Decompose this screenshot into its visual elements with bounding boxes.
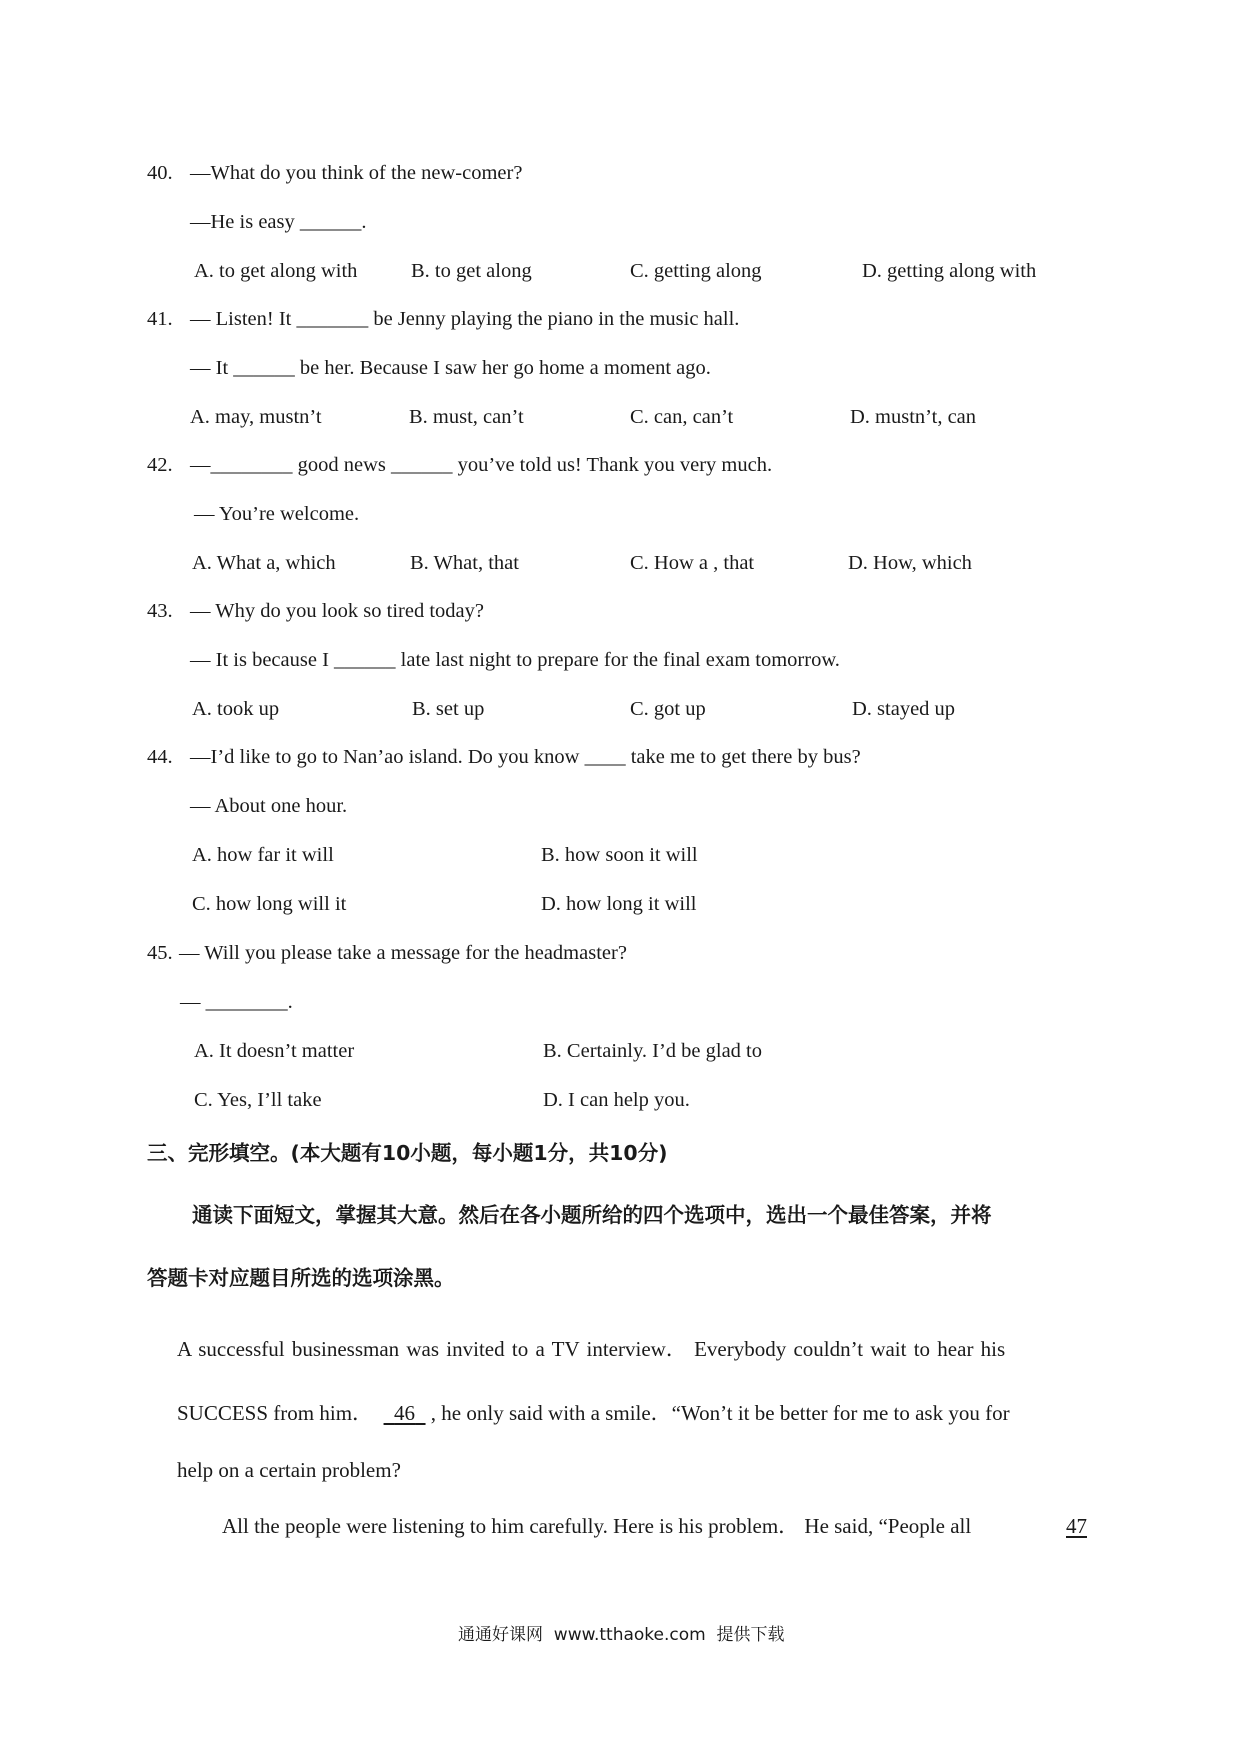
section-instruction-line1: 通读下面短文，掌握其大意。然后在各小题所给的四个选项中，选出一个最佳答案，并将 [192,1203,992,1227]
question-number: 44. [147,746,173,768]
option-a: A. It doesn’t matter [194,1040,355,1062]
option-b: B. must, can’t [409,406,524,428]
passage-line: help on a certain problem? [177,1458,401,1482]
blank-46 [384,1401,426,1425]
question-prompt: —________ good news ______ you’ve told us! Thank you very much. [190,454,773,476]
question-number: 40. [147,162,173,184]
blank-47: 47 [1066,1514,1087,1538]
option-d: D. I can help you. [543,1089,690,1111]
passage-text: SUCCESS from him． [177,1401,379,1425]
question-reply: — About one hour. [190,795,348,817]
question-reply: — It is because I ______ late last night to prepare for the final exam tomorrow. [190,649,840,671]
option-b: B. set up [412,698,485,720]
option-c: C. can, can’t [630,406,734,428]
question-reply: — ________. [180,991,293,1013]
option-a: A. What a, which [192,552,336,574]
option-a: A. may, mustn’t [190,406,322,428]
question-prompt: —I’d like to go to Nan’ao island. Do you know ____ take me to get there by bus? [190,746,861,768]
option-c: C. getting along [630,260,762,282]
passage-line: A successful businessman was invited to a TV interview． Everybody couldn’t wait to hear his [177,1337,1006,1361]
question-prompt: —What do you think of the new-comer? [190,162,523,184]
option-d: D. getting along with [862,260,1037,282]
section-heading: 三、完形填空。(本大题有10小题，每小题1分，共10分) [147,1141,668,1165]
question-number: 42. [147,454,173,476]
passage-line: All the people were listening to him carefully. Here is his problem． He said, “People all [222,1514,972,1538]
question-number: 45. [147,942,173,964]
option-d: D. how long it will [541,893,697,915]
option-a: A. how far it will [192,844,334,866]
option-b: B. Certainly. I’d be glad to [543,1040,762,1062]
question-number: 43. [147,600,173,622]
section-instruction-line2: 答题卡对应题目所选的选项涂黑。 [147,1266,455,1290]
question-reply: — It ______ be her. Because I saw her go home a moment ago. [190,357,711,379]
option-c: C. got up [630,698,706,720]
question-number: 41. [147,308,173,330]
question-prompt: — Listen! It _______ be Jenny playing the piano in the music hall. [190,308,740,330]
question-prompt: — Why do you look so tired today? [190,600,484,622]
passage-line [177,1400,1010,1426]
option-d: D. How, which [848,552,972,574]
page-footer: 通通好课网 www.tthaoke.com 提供下载 [458,1625,785,1645]
passage-text: , he only said with a smile．“Won’t it be better for me to ask you for [425,1401,1010,1425]
option-b: B. how soon it will [541,844,698,866]
question-prompt: — Will you please take a message for the headmaster? [179,942,627,964]
question-reply: —He is easy ______. [190,211,367,233]
option-a: A. took up [192,698,280,720]
option-c: C. how long will it [192,893,347,915]
question-reply: — You’re welcome. [194,503,360,525]
option-d: D. mustn’t, can [850,406,977,428]
option-b: B. What, that [410,552,519,574]
option-d: D. stayed up [852,698,956,720]
option-a: A. to get along with [194,260,358,282]
option-c: C. How a , that [630,552,755,574]
option-c: C. Yes, I’ll take [194,1089,322,1111]
option-b: B. to get along [411,260,532,282]
blank-number: 46 [394,1401,416,1425]
